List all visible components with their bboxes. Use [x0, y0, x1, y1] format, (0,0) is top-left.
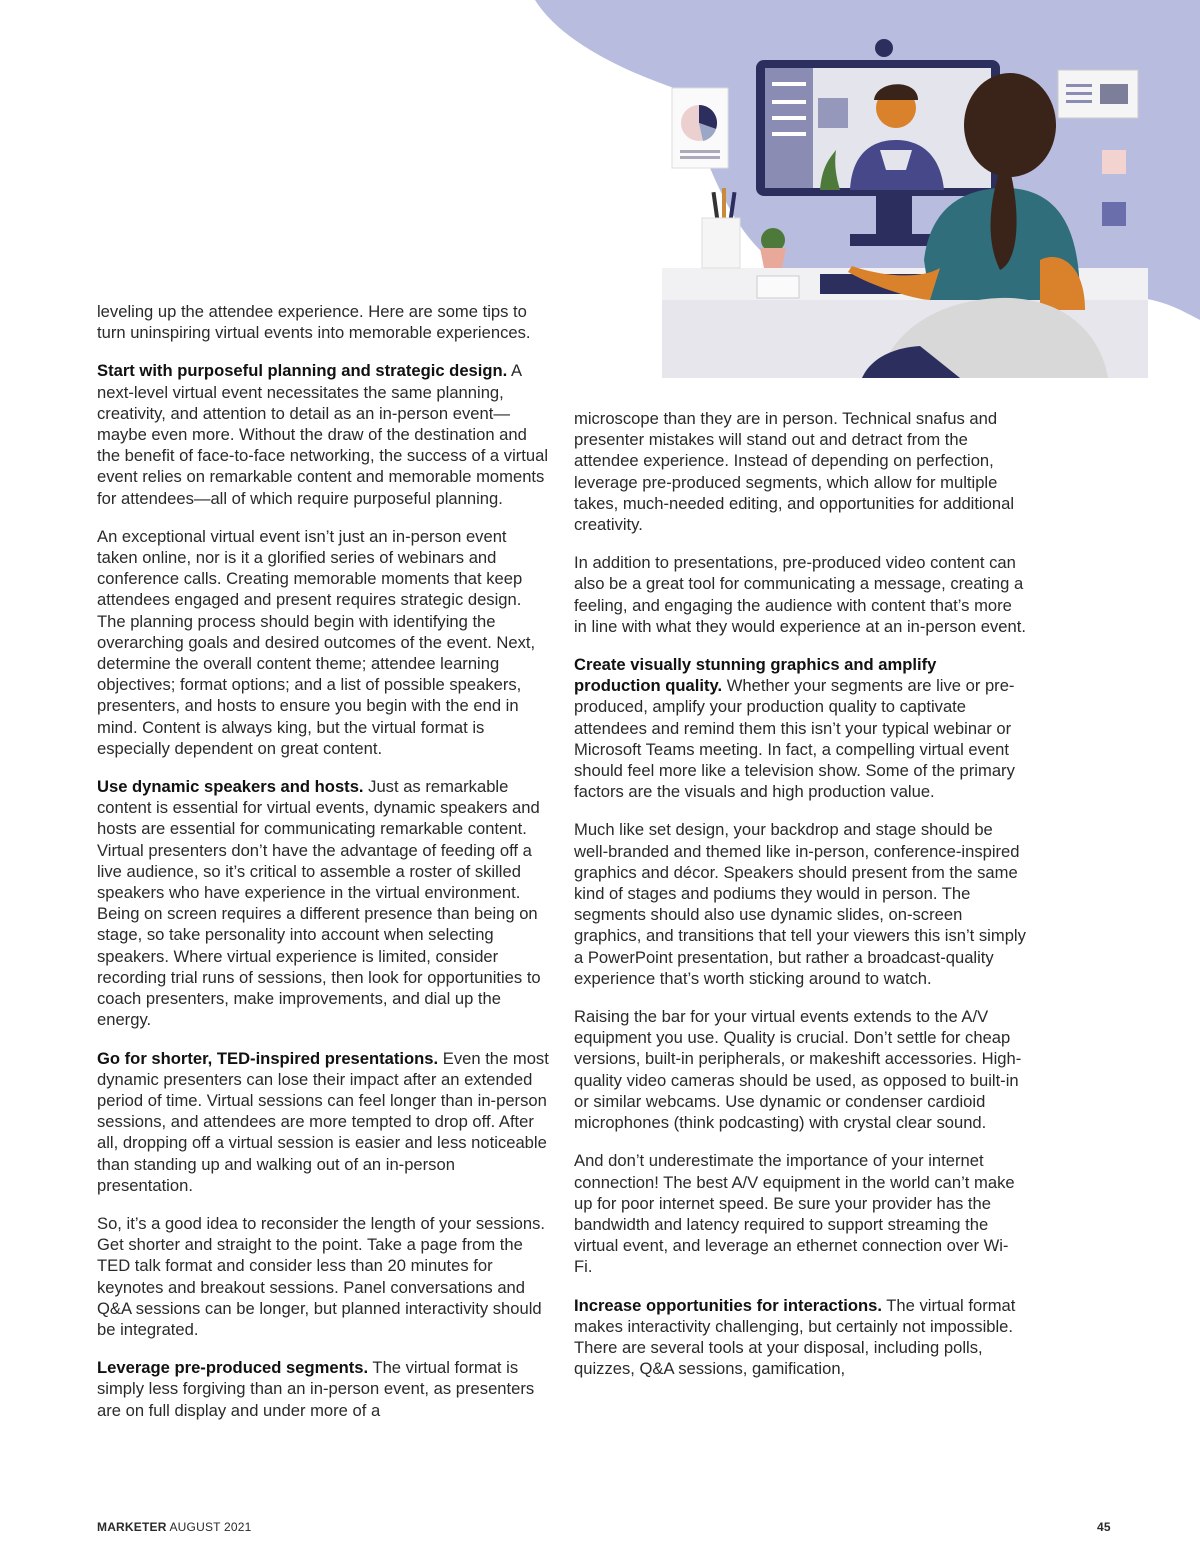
paragraph: Raising the bar for your virtual events extends to the A/V equipment you use. Quality is crucial. Don’t settle for cheap versions, built-in peripherals, or makeshift accessories. High-quality video cameras should be used, as opposed to built-in or similar webcams. Use dynamic or condenser cardioid microphones (think podcasting) with crystal clear sound.: [574, 1007, 1022, 1133]
plant-icon: [760, 228, 786, 268]
section-heading: Start with purposeful planning and strategic design.: [97, 361, 508, 381]
section-heading: Leverage pre-produced segments.: [97, 1358, 369, 1378]
paragraph: And don’t underestimate the importance of your internet connection! The best A/V equipment in the world can’t make up for poor internet speed. Be sure your provider has the bandwidth and latency required to support streaming the virtual event, and leverage an ethernet connection over Wi-Fi.: [574, 1151, 1015, 1277]
footer-publication: [97, 1520, 252, 1534]
article-left-column: [97, 301, 549, 1438]
paragraph: Much like set design, your backdrop and stage should be well-branded and themed like in-person, conference-inspired graphics and décor. Speakers should present from the same kind of stages and podiums they would in person. The segments should also use dynamic slides, on-screen graphics, and transitions that tell your viewers this isn’t simply a PowerPoint presentation, but rather a broadcast-quality experience that’s worth sticking around to watch.: [574, 820, 1026, 988]
paragraph: Use dynamic speakers and hosts. Just as remarkable content is essential for virtual events, dynamic speakers and hosts are essential for communicating remarkable content. Virtual presenters don’t have the advantage of feeding off a live audience, so it’s critical to assemble a roster of skilled speakers who have experience in the virtual environment. Being on screen requires a different presence than being on stage, so take personality into account when selecting speakers. Where virtual experience is limited, consider recording trial runs of sessions, then look for opportunities to coach presenters, make improvements, and dial up the energy.: [97, 777, 541, 1030]
sticky-note: [1102, 150, 1126, 174]
section-heading: Increase opportunities for interactions.: [574, 1295, 882, 1315]
paragraph: Increase opportunities for interactions. The virtual format makes interactivity challenging, but certainly not impossible. There are several tools at your disposal, including polls, quizzes, Q&A sessions, gamification,: [574, 1295, 1016, 1379]
paragraph: Go for shorter, TED-inspired presentations. Even the most dynamic presenters can lose their impact after an extended period of time. Virtual sessions can feel longer than in-person sessions, and attendees are more tempted to drop off. After all, dropping off a virtual session is easier and less noticeable than standing up and walking out of an in-person presentation.: [97, 1048, 549, 1195]
paragraph: Create visually stunning graphics and amplify production quality. Whether your segments are live or pre-produced, amplify your production quality to captivate attendees and remind them this isn’t your typical webinar or Microsoft Teams meeting. In fact, a compelling virtual event should feel more like a television show. Some of the primary factors are the visuals and high production value.: [574, 655, 1015, 802]
paragraph: microscope than they are in person. Technical snafus and presenter mistakes will stand out and detract from the attendee experience. Instead of depending on perfection, leverage pre-produced segments, which allow for multiple takes, much-needed editing, and opportunities for additional creativity.: [574, 409, 1015, 535]
section-heading: Go for shorter, TED-inspired presentations.: [97, 1048, 439, 1068]
pencil-cup-icon: [702, 188, 740, 268]
notepad: [757, 276, 799, 298]
small-badge: [1102, 202, 1126, 226]
pie-chart-poster: [672, 88, 728, 168]
wall-chart: [1058, 70, 1138, 118]
paragraph: So, it’s a good idea to reconsider the length of your sessions. Get shorter and straight to the point. Take a page from the TED talk format and consider less than 20 minutes for keynotes and breakout sessions. Panel conversations and Q&A sessions can be longer, but planned interactivity should be integrated.: [97, 1213, 545, 1339]
article-right-column: [574, 408, 1026, 1396]
paragraph: Leverage pre-produced segments. The virtual format is simply less forgiving than an in-person event, as presenters are on full display and under more of a: [97, 1358, 535, 1420]
publication-name: MARKETER: [97, 1520, 167, 1534]
section-heading: Use dynamic speakers and hosts.: [97, 777, 364, 797]
paragraph: Start with purposeful planning and strategic design. A next-level virtual event necessitates the same planning, creativity, and attention to detail as an in-person event—maybe even more. Without the draw of the destination and the benefit of face-to-face networking, the success of a virtual event relies on remarkable content and memorable moments for attendees—all of which require purposeful planning.: [97, 361, 549, 508]
paragraph: An exceptional virtual event isn’t just an in-person event taken online, nor is it a glorified series of webinars and conference calls. Creating memorable moments that keep attendees engaged and present requires strategic design. The planning process should begin with identifying the overarching goals and desired outcomes of the event. Next, determine the overall content theme; attendee learning objectives; format options; and a list of possible speakers, presenters, and hosts to ensure you begin with the end in mind. Content is always king, but the virtual format is especially dependent on great content.: [97, 526, 536, 758]
paragraph: In addition to presentations, pre-produced video content can also be a great tool for communicating a message, creating a feeling, and engaging the audience with content that’s more in line with what they would experience at an in-person event.: [574, 553, 1026, 636]
paragraph: leveling up the attendee experience. Here are some tips to turn uninspiring virtual events into memorable experiences.: [97, 302, 531, 343]
page-number: 45: [1097, 1520, 1111, 1534]
section-heading: Create visually stunning graphics and amplify production quality.: [574, 655, 937, 696]
issue-date: AUGUST 2021: [166, 1520, 252, 1534]
